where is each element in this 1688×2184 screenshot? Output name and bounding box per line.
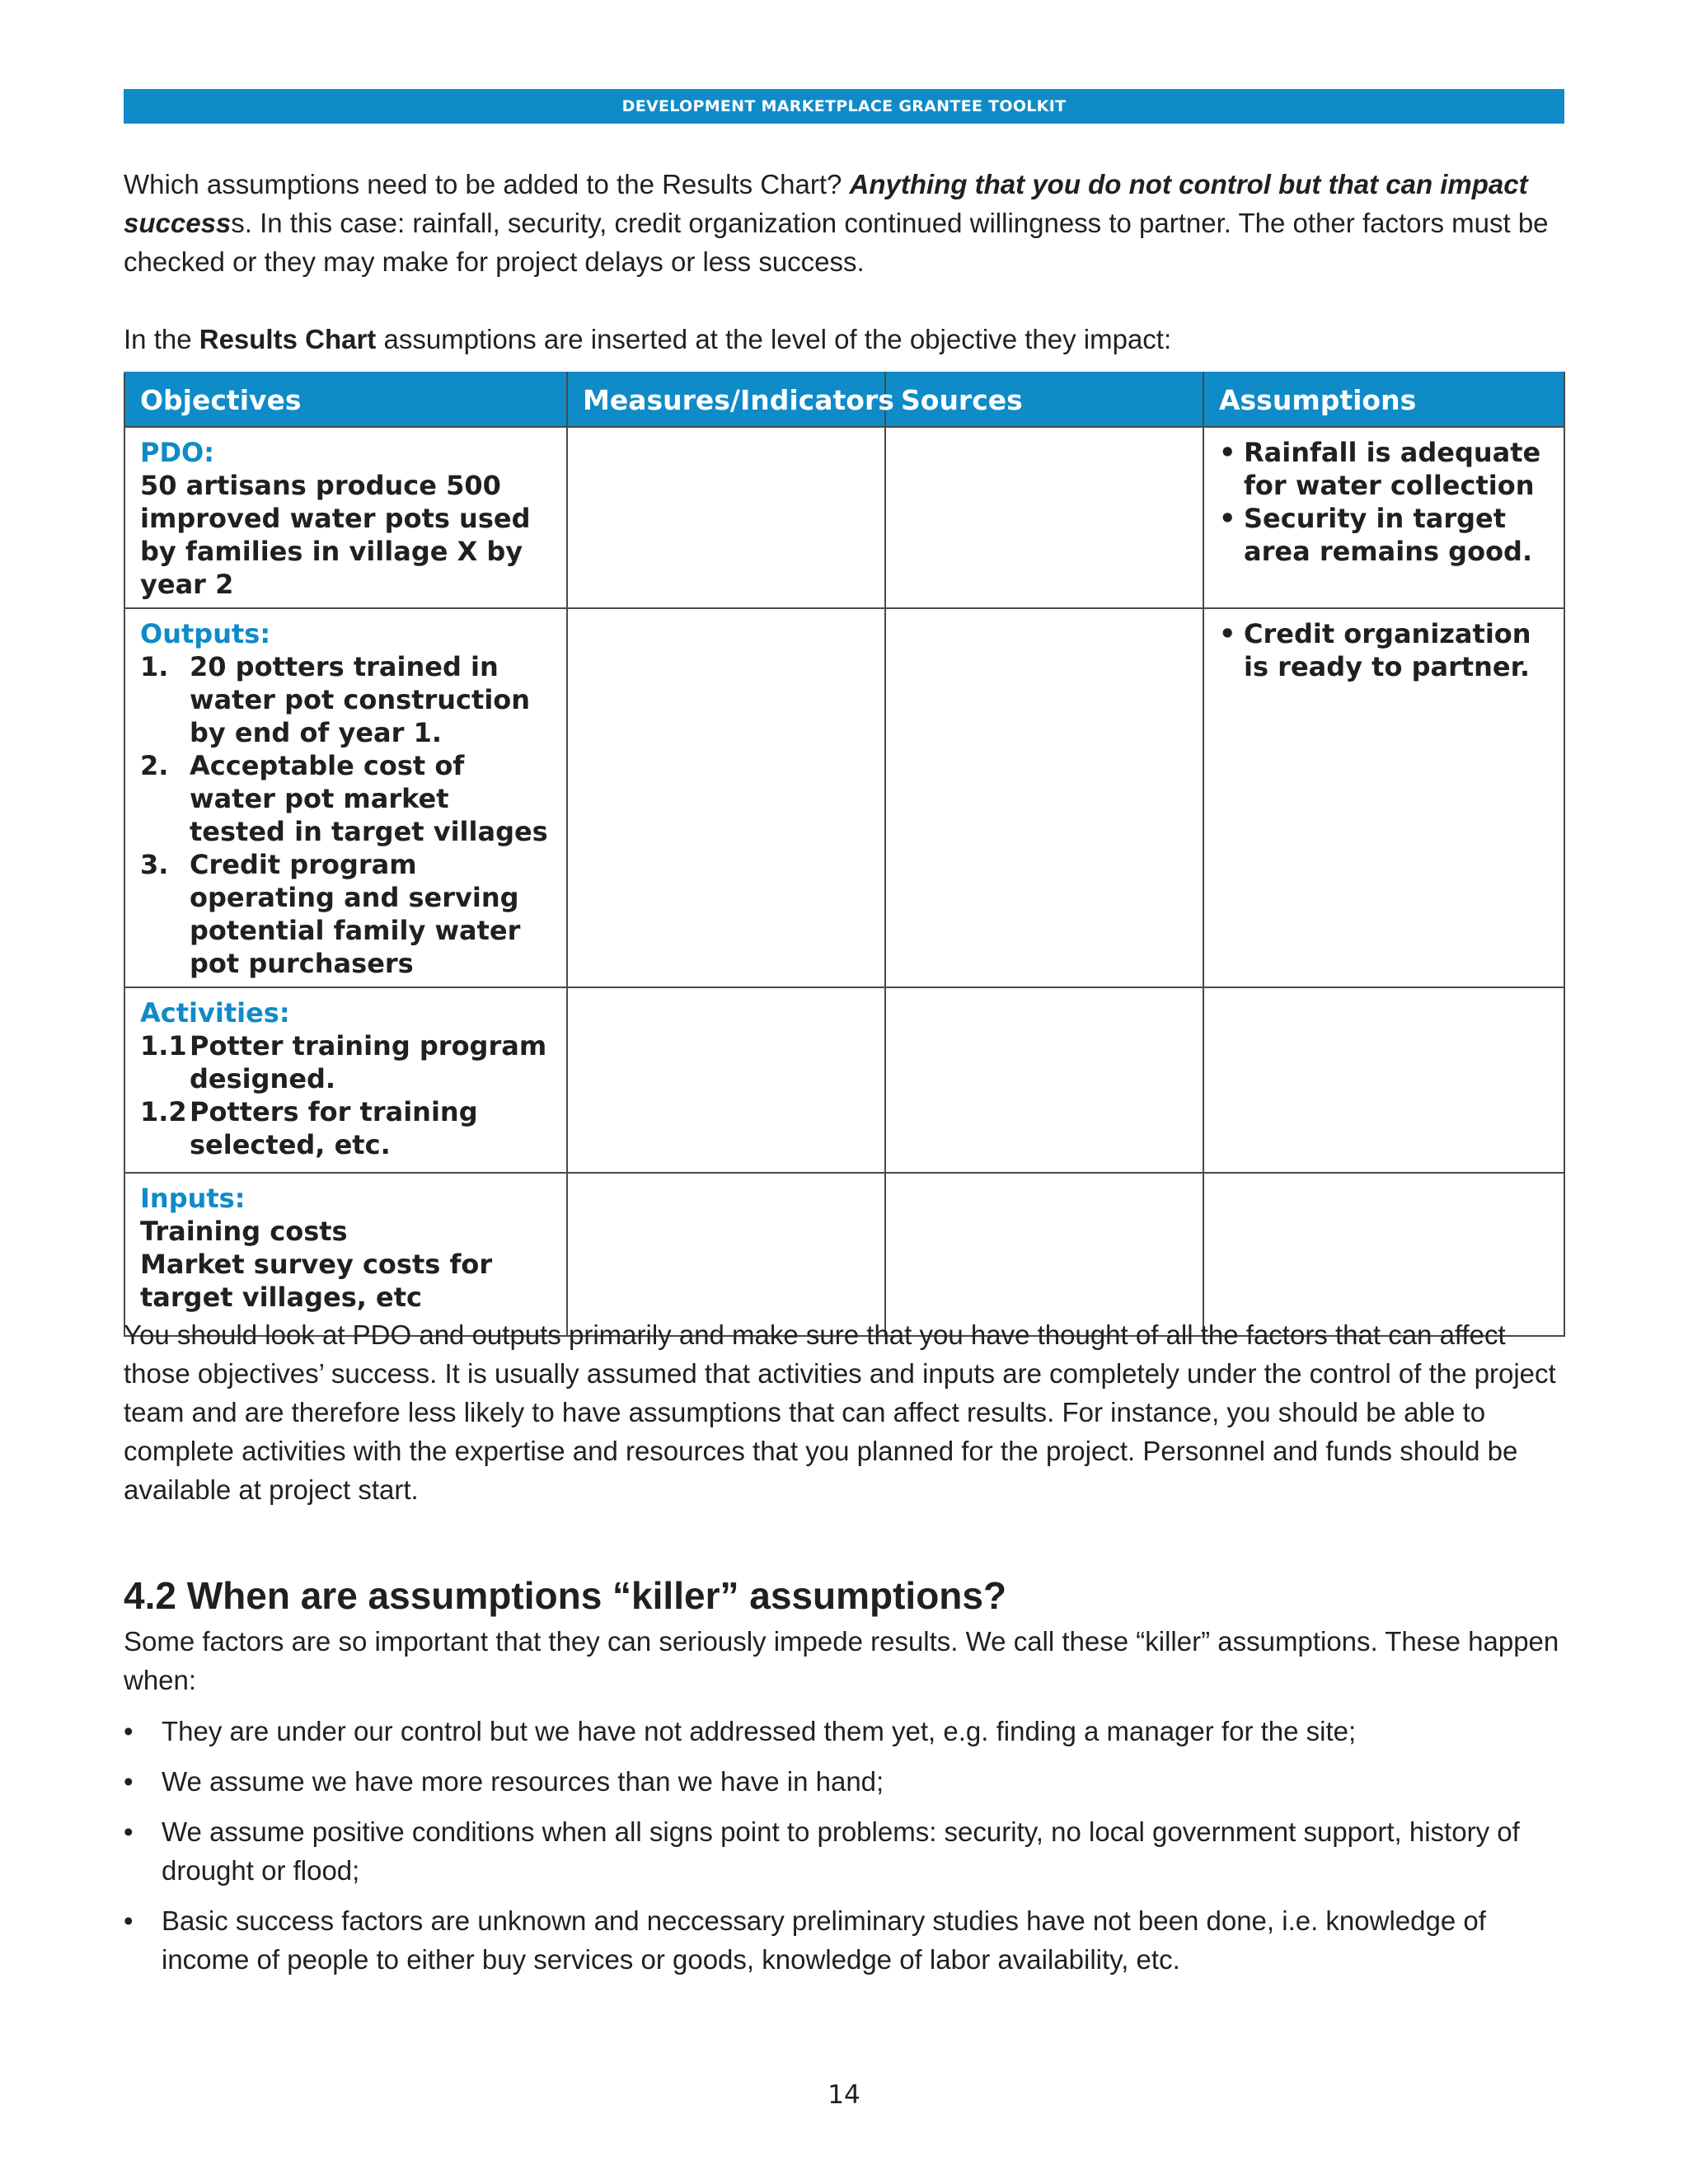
col-header-sources: Sources xyxy=(885,373,1203,427)
row-outputs xyxy=(124,608,1564,987)
cell-outputs-sources xyxy=(885,608,1203,987)
pdo-assumption-1: • Rainfall is adequate for water collection xyxy=(1219,436,1549,502)
section-title: 4.2 When are assumptions “killer” assumptions? xyxy=(124,1574,1007,1617)
list-item xyxy=(124,1712,1568,1750)
cell-activities-assumptions xyxy=(1203,987,1564,1173)
list-item xyxy=(124,1901,1568,1979)
row-activities xyxy=(124,987,1564,1173)
killer-assumptions-list xyxy=(124,1712,1568,1990)
cell-pdo-assumptions xyxy=(1203,427,1564,608)
cell-inputs-objective xyxy=(124,1173,567,1336)
list-item-text: We assume we have more resources than we have in hand; xyxy=(162,1766,884,1797)
col-header-assumptions: Assumptions xyxy=(1203,373,1564,427)
output-item-3-number: 3. xyxy=(140,849,169,880)
after-table-paragraph: You should look at PDO and outputs primarily and make sure that you have thought of all the factors that can affect those objectives’ success. It is usually assumed that activities and inputs are completely under the control of the project team and are therefore less likely to have assumptions that can affect results. For instance, you should be able to complete activities with the expertise and resources that you planned for the project. Personnel and funds should be available at project start. xyxy=(124,1319,1556,1505)
cell-activities-objective xyxy=(124,987,567,1173)
bullet-icon: • xyxy=(124,1766,134,1797)
lead-paragraph xyxy=(124,320,1568,359)
cell-outputs-objective xyxy=(124,608,567,987)
pdo-assumption-2: • Security in target area remains good. xyxy=(1219,502,1549,568)
cell-pdo-objective xyxy=(124,427,567,608)
col-header-objectives: Objectives xyxy=(124,373,567,427)
pdo-text: 50 artisans produce 500 improved water pots used by families in village X by year 2 xyxy=(140,470,531,600)
activity-item-2-number: 1.2 xyxy=(140,1096,187,1127)
list-item-text: Basic success factors are unknown and neccessary preliminary studies have not been done, i.e. knowledge of income of people to either buy services or goods, knowledge of labor availability, etc. xyxy=(162,1905,1486,1975)
cell-activities-sources xyxy=(885,987,1203,1173)
output-item-1 xyxy=(140,650,551,749)
intro-rest: s. In this case: rainfall, security, credit organization continued willingness to partner. The other factors must be checked or they may make for project delays or less success. xyxy=(124,208,1549,277)
lead-post: assumptions are inserted at the level of the objective they impact: xyxy=(376,324,1172,354)
cell-pdo-measures xyxy=(567,427,885,608)
bullet-icon: • xyxy=(124,1816,134,1847)
row-pdo xyxy=(124,427,1564,608)
header-band xyxy=(124,89,1564,124)
outputs-assumption-1: • Credit organization is ready to partner. xyxy=(1219,617,1549,683)
activity-item-2-text: Potters for training selected, etc. xyxy=(190,1096,478,1160)
table-header-row xyxy=(124,373,1564,427)
list-item-text: We assume positive conditions when all signs point to problems: security, no local government support, history of drought or flood; xyxy=(162,1816,1520,1886)
outputs-assumption-list xyxy=(1219,617,1549,683)
activity-item-1 xyxy=(140,1029,551,1095)
output-item-3-text: Credit program operating and serving potential family water pot purchasers xyxy=(190,849,521,979)
cell-inputs-measures xyxy=(567,1173,885,1336)
list-item xyxy=(124,1812,1568,1890)
pdo-assumption-list xyxy=(1219,436,1549,568)
output-item-2-number: 2. xyxy=(140,750,169,781)
cell-inputs-sources xyxy=(885,1173,1203,1336)
list-item-text: They are under our control but we have not addressed them yet, e.g. finding a manager for the site; xyxy=(162,1716,1357,1746)
inputs-line-2: Market survey costs for target villages, etc xyxy=(140,1249,493,1313)
lead-bold: Results Chart xyxy=(199,324,377,354)
activity-item-1-number: 1.1 xyxy=(140,1030,187,1062)
row-inputs xyxy=(124,1173,1564,1336)
output-item-3 xyxy=(140,848,551,980)
output-item-2 xyxy=(140,749,551,848)
inputs-label: Inputs: xyxy=(140,1183,246,1214)
bullet-icon: • xyxy=(124,1905,134,1936)
col-header-measures: Measures/Indicators xyxy=(567,373,885,427)
header-band-text: DEVELOPMENT MARKETPLACE GRANTEE TOOLKIT xyxy=(621,97,1067,115)
bullet-icon: • xyxy=(124,1716,134,1746)
lead-pre: In the xyxy=(124,324,199,354)
intro-paragraph xyxy=(124,165,1568,281)
output-item-2-text: Acceptable cost of water pot market tested in target villages xyxy=(190,750,548,847)
pdo-label: PDO: xyxy=(140,437,215,468)
cell-outputs-assumptions xyxy=(1203,608,1564,987)
outputs-label: Outputs: xyxy=(140,618,271,649)
inputs-line-1: Training costs xyxy=(140,1216,348,1247)
activity-item-1-text: Potter training program designed. xyxy=(190,1030,547,1094)
intro-emphasis: Anything that you do not control but that can impact success xyxy=(124,169,1528,238)
cell-pdo-sources xyxy=(885,427,1203,608)
results-chart-table xyxy=(124,372,1565,1337)
output-item-1-text: 20 potters trained in water pot construction by end of year 1. xyxy=(190,651,531,748)
cell-outputs-measures xyxy=(567,608,885,987)
list-item xyxy=(124,1762,1568,1801)
cell-inputs-assumptions xyxy=(1203,1173,1564,1336)
activity-item-2 xyxy=(140,1095,551,1161)
page-number: 14 xyxy=(828,2080,860,2110)
output-item-1-number: 1. xyxy=(140,651,169,682)
section-intro: Some factors are so important that they can seriously impede results. We call these “killer” assumptions. These happen when: xyxy=(124,1626,1559,1695)
activities-label: Activities: xyxy=(140,997,290,1029)
intro-question: Which assumptions need to be added to the Results Chart? xyxy=(124,169,850,199)
cell-activities-measures xyxy=(567,987,885,1173)
